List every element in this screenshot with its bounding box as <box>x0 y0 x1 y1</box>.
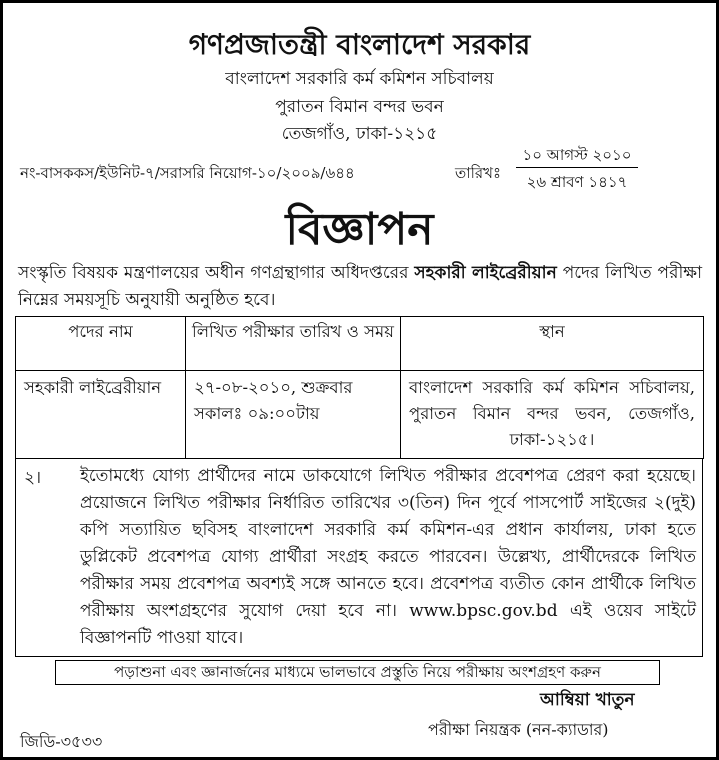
schedule-table <box>15 316 704 459</box>
exam-time: সকালঃ ০৯:০০টায় <box>194 404 320 423</box>
notice-paragraph <box>80 463 696 652</box>
header-venue: স্থান <box>401 317 704 371</box>
date-block <box>516 144 638 193</box>
date-bengali: ২৬ শ্রাবণ ১৪১৭ <box>526 173 628 191</box>
intro-tail: পদের লিখিত পরীক্ষা নিম্নের সময়সূচি অনুযায়ী অনুষ্ঠিত হবে। <box>18 263 703 310</box>
signatory-name: আম্বিয়া খাতুন <box>540 690 635 710</box>
schedule-frame <box>15 316 703 657</box>
office-address: তেজগাঁও, ঢাকা-১২১৫ <box>281 124 438 144</box>
intro-lead: সংস্কৃতি বিষয়ক মন্ত্রণালয়ের অধীন গণগ্রন্থাগার অধিদপ্তরের <box>18 263 409 283</box>
notice-body: ইতোমধ্যে যোগ্য প্রার্থীদের নামে ডাকযোগে লিখিত পরীক্ষার প্রবেশপত্র প্রেরণ করা হয়েছে। প্রয়োজনে লিখিত পরীক্ষার নির্ধারিত তারিখের ৩(তিন) দিন পূর্বে পাসপোর্ট সাইজের ২(দুই) কপি সত্যায়িত ছবিসহ বাংলাদেশ সরকারি কর্ম কমিশন-এর প্রধান কার্যালয়, ঢাকা হতে ডুপ্লিকেট প্রবেশপত্র যোগ্য প্রার্থীরা সংগ্রহ করতে পারবেন। উল্লেখ্য, প্রার্থীদেরকে লিখিত পরীক্ষার সময় প্রবেশপত্র অবশ্যই সঙ্গে আনতে হবে। প্রবেশপত্র ব্যতীত কোন প্রার্থীকে লিখিত পরীক্ষায় অংশগ্রহণের সুযোগ দেয়া হবে না। <box>80 466 696 621</box>
building-name: পুরাতন বিমান বন্দর ভবন <box>275 97 444 117</box>
exam-date: ২৭-০৮-২০১০, শুক্রবার <box>194 378 353 397</box>
cell-venue: বাংলাদেশ সরকারি কর্ম কমিশন সচিবালয়, পুরাতন বিমান বন্দর ভবন, তেজগাঁও, ঢাকা-১২১৫। <box>401 371 704 459</box>
gd-number: জিডি-৩৫৩৩ <box>20 732 103 751</box>
website-url: www.bpsc.gov.bd <box>409 601 558 621</box>
header-post: পদের নাম <box>16 317 186 371</box>
intro-paragraph <box>18 260 702 314</box>
signatory-designation: পরীক্ষা নিয়ন্ত্রক (নন-ক্যাডার) <box>428 720 609 739</box>
cell-post: সহকারী লাইব্রেরীয়ান <box>16 371 186 459</box>
advertisement-title: বিজ্ঞাপন <box>285 204 434 255</box>
notice-section <box>15 459 703 657</box>
intro-post-name: সহকারী লাইব্রেরীয়ান <box>414 263 557 283</box>
cell-date-time <box>186 371 401 459</box>
table-row <box>16 371 704 459</box>
table-header-row <box>16 317 704 371</box>
date-gregorian: ১০ আগস্ট ২০১০ <box>516 144 638 168</box>
date-label: তারিখঃ <box>455 164 501 182</box>
notice-number: ২। <box>24 468 42 488</box>
website-note: এই ওয়েব সাইটে বিজ্ঞাপনটি পাওয়া যাবে। <box>80 601 697 648</box>
motto-box: পড়াশুনা এবং জ্ঞানার্জনের মাধ্যমে ভালভাবে প্রস্তুতি নিয়ে পরীক্ষায় অংশগ্রহণ করুন <box>55 660 660 685</box>
memo-number: নং-বাসককস/ইউনিট-৭/সরাসরি নিয়োগ-১০/২০০৯/৬৪৪ <box>20 164 355 182</box>
government-heading: গণপ্রজাতন্ত্রী বাংলাদেশ সরকার <box>188 28 531 61</box>
header-date-time: লিখিত পরীক্ষার তারিখ ও সময় <box>186 317 401 371</box>
office-name: বাংলাদেশ সরকারি কর্ম কমিশন সচিবালয় <box>225 69 494 89</box>
